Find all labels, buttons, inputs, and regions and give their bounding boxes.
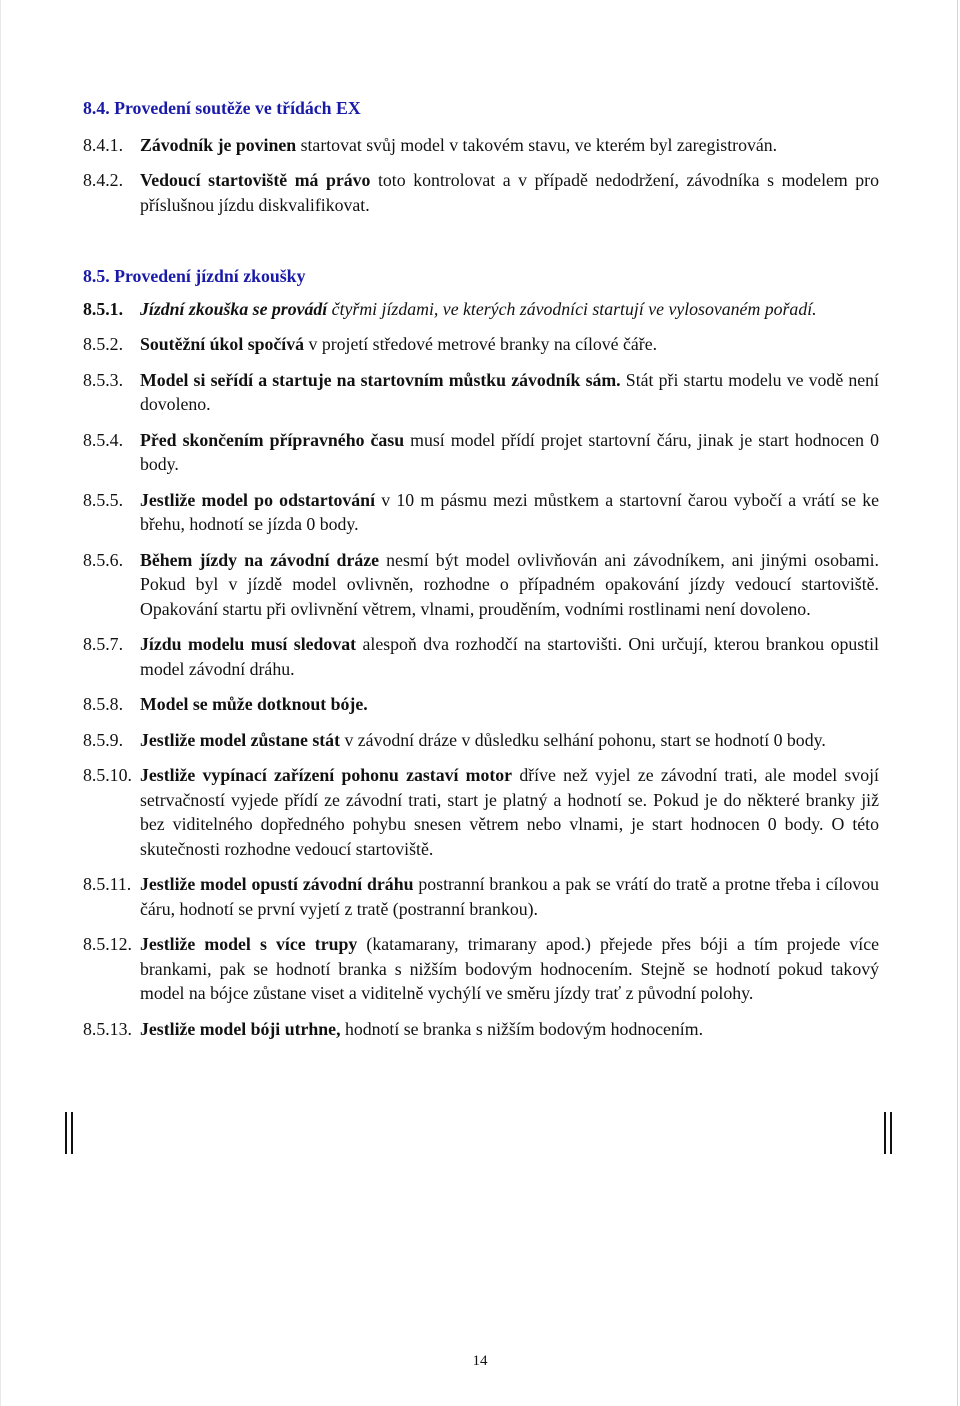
clause-8-5-4 <box>83 428 879 477</box>
clause-lead: Model si seřídí a startuje na startovním můstku závodník sám. <box>140 369 621 390</box>
page-number: 14 <box>472 1353 488 1369</box>
clause-number: 8.4.1. <box>83 134 124 155</box>
document-content <box>83 96 879 1041</box>
clause-number: 8.4.2. <box>83 170 124 190</box>
clause-8-5-1 <box>83 297 879 322</box>
clause-text <box>140 728 879 753</box>
clause-text <box>140 168 879 217</box>
clause-rest: nesmí být model ovlivňován ani závodníkem, ani jinými osobami. Pokud byl v jízdě model ovlivněn, rozhodne o případném opakování jízdy vedoucí startoviště. Opakování startu při ovlivnění větrem, vlnami, prouděním, vodními rostlinami není dovoleno. <box>140 549 879 619</box>
clause-rest: v projetí středové metrové branky na cílové čáře. <box>304 334 658 354</box>
clause-lead: Jestliže model bóji utrhne, <box>140 1018 341 1039</box>
clause-lead: Jestliže model po odstartování <box>140 489 376 510</box>
clause-rest: startovat svůj model v takovém stavu, ve kterém byl zaregistrován. <box>296 134 778 155</box>
page-edge-left <box>0 0 1 1406</box>
clause-rest: hodnotí se branka s nižším bodovým hodnocením. <box>340 1018 704 1039</box>
clause-text <box>140 1017 879 1042</box>
clause-number: 8.5.12. <box>83 934 132 954</box>
clause-8-5-2 <box>83 332 879 357</box>
clause-8-5-3 <box>83 368 879 417</box>
clause-rest: (katamarany, trimarany apod.) přejede přes bóji a tím projede více brankami, pak se hodnotí branka s nižším bodovým hodnocením. Stejně se hodnotí pokud takový model na bójce zůstane viset a viditelně vychýlí ve směru jízdy trať z původní polohy. <box>140 934 879 1003</box>
clause-number: 8.5.1. <box>83 298 124 319</box>
clause-lead: Jestliže model s více trupy <box>140 934 358 954</box>
clause-text <box>140 548 879 622</box>
clause-number: 8.5.9. <box>83 729 124 750</box>
clause-text <box>140 932 879 1006</box>
clause-8-5-8 <box>83 692 879 717</box>
clause-8-5-6 <box>83 548 879 622</box>
clause-number: 8.5.2. <box>83 334 124 354</box>
clause-text <box>140 872 879 921</box>
clause-rest: čtyřmi jízdami, ve kterých závodníci startují ve vylosovaném pořadí. <box>327 298 817 319</box>
clause-8-5-10 <box>83 763 879 861</box>
clause-8-5-13 <box>83 1017 879 1042</box>
clause-number: 8.5.4. <box>83 429 124 450</box>
clause-lead: Model se může dotknout bóje. <box>140 694 368 714</box>
clause-number: 8.5.11. <box>83 874 132 894</box>
clause-lead: Jestliže model zůstane stát <box>140 729 340 750</box>
clause-8-5-12 <box>83 932 879 1006</box>
clause-rest: v závodní dráze v důsledku selhání pohonu, start se hodnotí 0 body. <box>340 729 826 750</box>
section-heading-8-5: 8.5. Provedení jízdní zkoušky <box>83 266 306 286</box>
clause-8-5-5 <box>83 488 879 537</box>
clause-lead: Jízdu modelu musí sledovat <box>140 634 357 654</box>
clause-8-4-1 <box>83 133 879 158</box>
clause-number: 8.5.3. <box>83 369 124 390</box>
page-edge-right <box>957 0 958 1406</box>
clause-text <box>140 763 879 861</box>
clause-number: 8.5.5. <box>83 489 124 510</box>
change-bar-right <box>884 1112 893 1154</box>
clause-8-5-7 <box>83 632 879 681</box>
clause-text <box>140 368 879 417</box>
clause-8-4-2 <box>83 168 879 217</box>
clause-text <box>140 133 879 158</box>
clause-rest: alespoň dva rozhodčí na startovišti. Oni určují, kterou brankou opustil model závodní dráhu. <box>140 634 879 679</box>
clause-rest: postranní brankou a pak se vrátí do tratě a protne třeba i cílovou čáru, hodnotí se první vyjetí z tratě (postranní brankou). <box>140 874 879 919</box>
clause-text <box>140 332 879 357</box>
clause-lead: Závodník je povinen <box>140 134 297 155</box>
section-heading-8-4: 8.4. Provedení soutěže ve třídách EX <box>83 98 361 118</box>
clause-number: 8.5.8. <box>83 694 124 714</box>
clause-lead: Soutěžní úkol spočívá <box>140 334 305 354</box>
clause-rest: dříve než vyjel ze závodní trati, ale model svojí setrvačností vyjede přídí ze závodní trati, start je platný a hodnotí se. Pokud je do některé branky již bez viditelného dopředného pohybu snesen větrem nebo vlnami, je start hodnocen 0 body. O této skutečnosti rozhodne vedoucí startoviště. <box>140 765 879 859</box>
clause-lead: Před skončením přípravného času <box>140 429 405 450</box>
clause-number: 8.5.7. <box>83 634 124 654</box>
clause-number: 8.5.6. <box>83 549 124 570</box>
clause-rest: Stát při startu modelu ve vodě není dovoleno. <box>140 369 879 414</box>
clause-8-5-11 <box>83 872 879 921</box>
change-bar-left <box>65 1112 74 1154</box>
clause-text <box>140 297 879 322</box>
clause-lead: Během jízdy na závodní dráze <box>140 549 380 570</box>
clause-number: 8.5.10. <box>83 765 132 785</box>
clause-lead: Jízdní zkouška se provádí <box>140 298 328 319</box>
clause-lead: Jestliže model opustí závodní dráhu <box>140 874 414 894</box>
clause-number: 8.5.13. <box>83 1018 132 1039</box>
clause-text <box>140 632 879 681</box>
clause-text <box>140 488 879 537</box>
clause-text <box>140 692 879 717</box>
clause-8-5-9 <box>83 728 879 753</box>
clause-rest: v 10 m pásmu mezi můstkem a startovní čarou vybočí a vrátí se ke břehu, hodnotí se jízda 0 body. <box>140 489 879 534</box>
clause-rest: musí model přídí projet startovní čáru, jinak je start hodnocen 0 body. <box>140 429 879 474</box>
clause-text <box>140 428 879 477</box>
clause-rest: toto kontrolovat a v případě nedodržení, závodníka s modelem pro příslušnou jízdu diskvalifikovat. <box>140 170 879 215</box>
clause-lead: Jestliže vypínací zařízení pohonu zastaví motor <box>140 765 513 785</box>
clause-lead: Vedoucí startoviště má právo <box>140 170 371 190</box>
